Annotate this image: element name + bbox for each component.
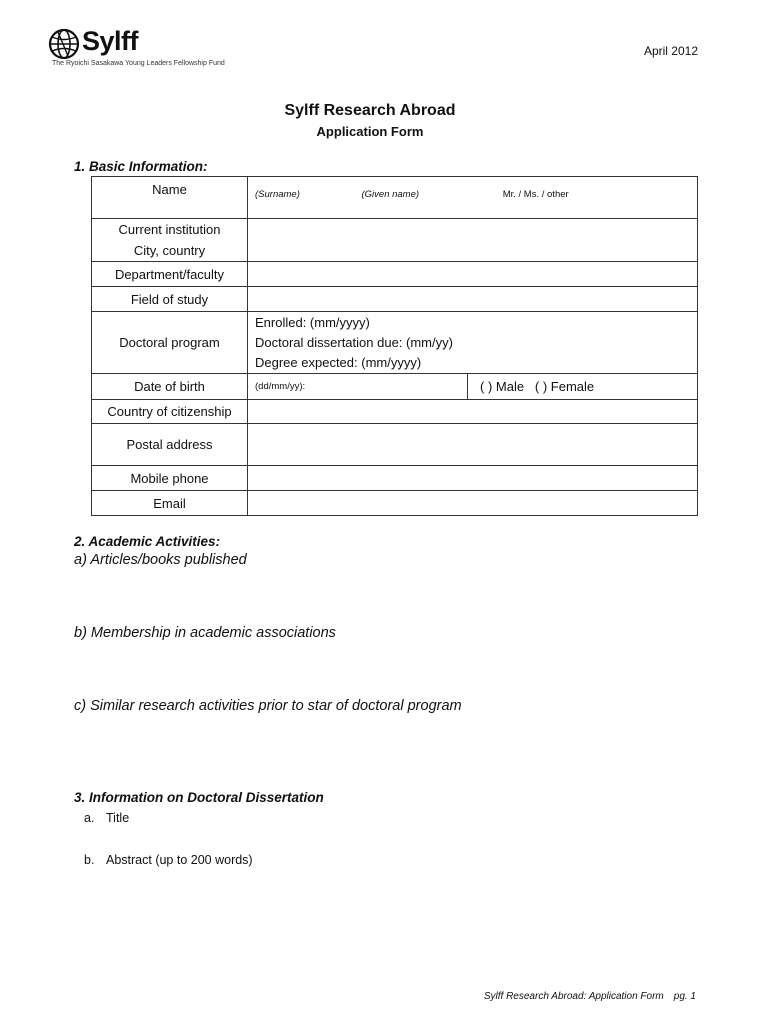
date-of-birth-row bbox=[248, 374, 698, 400]
page-footer: Sylff Research Abroad: Application Form pg. 1 bbox=[483, 991, 696, 1002]
given-name-hint: (Given name) bbox=[361, 189, 420, 200]
email-field[interactable] bbox=[248, 491, 698, 516]
date-of-birth-field[interactable] bbox=[248, 374, 468, 399]
document-title: Sylff Research Abroad bbox=[284, 102, 456, 119]
gender-options[interactable]: ( ) Male ( ) Female bbox=[480, 379, 595, 394]
list-marker: a. bbox=[84, 811, 95, 825]
dissertation-title-label: Title bbox=[106, 811, 130, 825]
postal-address-field[interactable] bbox=[248, 424, 698, 466]
sylff-logo bbox=[46, 26, 236, 72]
table-row bbox=[92, 374, 698, 400]
department-field[interactable] bbox=[248, 262, 698, 287]
email-label: Email bbox=[92, 491, 248, 516]
postal-address-label: Postal address bbox=[92, 424, 248, 466]
mobile-phone-field[interactable] bbox=[248, 466, 698, 491]
dob-hint: (dd/mm/yy): bbox=[255, 381, 306, 392]
name-label: Name bbox=[92, 177, 248, 219]
logo-tagline: The Ryoichi Sasakawa Young Leaders Fellowship Fund bbox=[52, 60, 225, 67]
basic-information-table bbox=[91, 176, 698, 516]
table-row bbox=[92, 262, 698, 287]
table-row bbox=[92, 287, 698, 312]
doctoral-program-label: Doctoral program bbox=[92, 312, 248, 374]
document-subtitle: Application Form bbox=[316, 124, 424, 139]
field-of-study-field[interactable] bbox=[248, 287, 698, 312]
dissertation-due-text: Doctoral dissertation due: (mm/yy) bbox=[255, 334, 453, 350]
table-row bbox=[92, 491, 698, 516]
date-of-birth-label: Date of birth bbox=[92, 374, 248, 400]
name-field[interactable] bbox=[248, 177, 698, 219]
enrolled-text: Enrolled: (mm/yyyy) bbox=[255, 314, 370, 330]
section-academic-activities-heading: 2. Academic Activities: bbox=[74, 534, 221, 549]
logo-wordmark: Sylff bbox=[82, 26, 139, 56]
department-label: Department/faculty bbox=[92, 262, 248, 287]
list-item bbox=[84, 853, 253, 867]
mobile-phone-label: Mobile phone bbox=[92, 466, 248, 491]
similar-research-heading: c) Similar research activities prior to star of doctoral program bbox=[74, 698, 462, 714]
institution-label bbox=[92, 219, 248, 262]
section-basic-information-heading: 1. Basic Information: bbox=[74, 159, 208, 174]
institution-field[interactable] bbox=[248, 219, 698, 262]
table-row bbox=[92, 177, 698, 219]
table-row bbox=[92, 312, 698, 374]
section-dissertation-heading: 3. Information on Doctoral Dissertation bbox=[74, 790, 324, 805]
institution-label-line1: Current institution bbox=[118, 222, 221, 237]
articles-books-heading: a) Articles/books published bbox=[74, 552, 247, 568]
list-marker: b. bbox=[84, 853, 95, 867]
abstract-label: Abstract (up to 200 words) bbox=[106, 853, 253, 867]
table-row bbox=[92, 400, 698, 424]
citizenship-label: Country of citizenship bbox=[92, 400, 248, 424]
title-hint: Mr. / Ms. / other bbox=[502, 189, 569, 200]
table-row bbox=[92, 424, 698, 466]
table-row bbox=[92, 219, 698, 262]
membership-heading: b) Membership in academic associations bbox=[74, 625, 336, 641]
field-of-study-label: Field of study bbox=[92, 287, 248, 312]
table-row bbox=[92, 466, 698, 491]
doctoral-program-field[interactable] bbox=[248, 312, 698, 374]
list-item bbox=[84, 811, 129, 825]
degree-expected-text: Degree expected: (mm/yyyy) bbox=[255, 354, 422, 370]
document-date: April 2012 bbox=[643, 44, 698, 58]
institution-label-line2: City, country bbox=[133, 243, 206, 258]
citizenship-field[interactable] bbox=[248, 400, 698, 424]
surname-hint: (Surname) bbox=[255, 189, 300, 200]
